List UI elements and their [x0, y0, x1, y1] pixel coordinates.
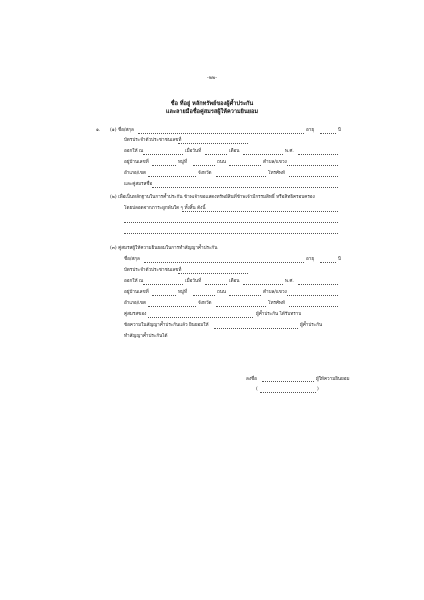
- spouse-district-field[interactable]: [148, 306, 196, 307]
- guarantor-phone-field[interactable]: [289, 176, 338, 177]
- collateral-statement-line-1: (๒) เพื่อเป็นหลักฐานในการค้ำประกัน ข้าพเจ้าขอแสดงทรัพย์สินที่ข้าพเจ้ามีกรรมสิทธิ์ หรือสิทธิครอบครอง: [110, 195, 315, 200]
- spouse-year-label: ปี: [338, 257, 341, 262]
- spouse-address-field[interactable]: [152, 295, 176, 296]
- spouse-subdistrict-field[interactable]: [287, 295, 338, 296]
- signature-paren-close: ): [317, 387, 319, 392]
- guarantor-age-label: อายุ: [306, 128, 315, 133]
- guarantor-subdistrict-label: ตำบล/แขวง: [263, 160, 287, 165]
- section-number: ๑.: [96, 128, 101, 133]
- spouse-era-field[interactable]: [298, 284, 338, 285]
- guarantor-moo-field[interactable]: [193, 165, 215, 166]
- guarantor-id-field[interactable]: [178, 143, 248, 144]
- spouse-date-label: เมื่อวันที่: [185, 279, 202, 284]
- signature-paren-open: (: [256, 387, 258, 392]
- consent-text-b: ผู้ค้ำประกัน: [300, 323, 323, 328]
- spouse-district-label: อำเภอ/เขต: [124, 301, 146, 306]
- guarantor-era-field[interactable]: [298, 154, 338, 155]
- guarantor-subdistrict-field[interactable]: [287, 165, 338, 166]
- spouse-province-field[interactable]: [216, 306, 266, 307]
- guarantor-year-label: ปี: [338, 128, 341, 133]
- spouse-id-label: บัตรประจำตัวประชาชนเลขที่: [124, 268, 182, 273]
- spouse-of-field[interactable]: [148, 317, 253, 318]
- spouse-name-field[interactable]: [144, 262, 304, 263]
- guarantor-date-field[interactable]: [205, 154, 227, 155]
- guarantor-phone-label: โทรศัพท์: [268, 171, 285, 176]
- guarantor-name-field[interactable]: [138, 133, 304, 134]
- guarantor-address-label: อยู่บ้านเลขที่: [124, 160, 149, 165]
- guarantor-moo-label: หมู่ที่: [178, 160, 188, 165]
- consent-text-a: ข้อความในสัญญาค้ำประกันแล้ว ยินยอมให้: [124, 323, 209, 328]
- spouse-name-label: ชื่อ/สกุล: [124, 257, 140, 262]
- spouse-moo-field[interactable]: [193, 295, 215, 296]
- spouse-of-suffix: ผู้ค้ำประกัน ได้รับทราบ: [256, 312, 302, 317]
- spouse-of-label: คู่สมรสของ: [124, 312, 147, 317]
- spouse-month-label: เดือน: [229, 279, 240, 284]
- spouse-road-label: ถนน: [217, 290, 227, 295]
- spouse-phone-label: โทรศัพท์: [268, 301, 285, 306]
- spouse-date-field[interactable]: [205, 284, 227, 285]
- collateral-field-1[interactable]: [182, 211, 338, 212]
- spouse-consent-heading: (๓) คู่สมรสผู้ให้ความยินยอมในการทำสัญญาค้ำประกัน: [110, 246, 218, 251]
- signature-field[interactable]: [262, 381, 314, 382]
- spouse-age-label: อายุ: [306, 257, 315, 262]
- spouse-moo-label: หมู่ที่: [178, 290, 188, 295]
- guarantor-issued-field[interactable]: [143, 154, 183, 155]
- consent-text-c: ทำสัญญาค้ำประกันได้: [124, 334, 168, 339]
- page-number: -๒๒-: [206, 75, 218, 81]
- guarantor-name-label: (๑) ชื่อ/สกุล: [110, 128, 134, 133]
- spouse-issued-label: ออกให้ ณ: [124, 279, 144, 284]
- guarantor-id-label: บัตรประจำตัวประชาชนเลขที่: [124, 138, 182, 143]
- guarantor-district-label: อำเภอ/เขต: [124, 171, 146, 176]
- guarantor-issued-label: ออกให้ ณ: [124, 149, 144, 154]
- spouse-era-label: พ.ศ.: [285, 279, 294, 284]
- spouse-road-field[interactable]: [229, 295, 261, 296]
- guarantor-era-label: พ.ศ.: [285, 149, 294, 154]
- spouse-address-label: อยู่บ้านเลขที่: [124, 290, 149, 295]
- spouse-id-field[interactable]: [178, 273, 248, 274]
- collateral-statement-line-2: โดยปลอดจากภาระผูกพันใด ๆ ทั้งสิ้น ดังนี้: [124, 206, 206, 211]
- guarantor-month-label: เดือน: [229, 149, 240, 154]
- spouse-subdistrict-label: ตำบล/แขวง: [263, 290, 287, 295]
- signature-role: ผู้ให้ความยินยอม: [316, 377, 350, 382]
- guarantor-province-label: จังหวัด: [198, 171, 212, 176]
- spouse-phone-field[interactable]: [289, 306, 338, 307]
- spouse-age-field[interactable]: [320, 262, 336, 263]
- signature-printed-name-field[interactable]: [260, 392, 316, 393]
- title-line-1: ชื่อ ที่อยู่ หลักทรัพย์ของผู้ค้ำประกัน: [170, 101, 254, 107]
- guarantor-age-field[interactable]: [320, 133, 336, 134]
- collateral-field-2[interactable]: [124, 222, 338, 223]
- guarantor-month-field[interactable]: [243, 154, 283, 155]
- guarantor-road-field[interactable]: [229, 165, 261, 166]
- guarantor-spouse-field[interactable]: [152, 187, 338, 188]
- title-line-2: และลายมือชื่อคู่สมรสผู้ให้ความยินยอม: [165, 109, 259, 115]
- spouse-issued-field[interactable]: [143, 284, 183, 285]
- spouse-province-label: จังหวัด: [198, 301, 212, 306]
- guarantor-district-field[interactable]: [148, 176, 196, 177]
- guarantor-road-label: ถนน: [217, 160, 227, 165]
- spouse-month-field[interactable]: [243, 284, 283, 285]
- guarantor-address-field[interactable]: [152, 165, 176, 166]
- guarantor-spouse-label: และคู่สมรสชื่อ: [124, 182, 153, 187]
- signature-label: ลงชื่อ: [246, 377, 257, 382]
- guarantor-date-label: เมื่อวันที่: [185, 149, 202, 154]
- collateral-field-3[interactable]: [124, 233, 338, 234]
- consent-guarantor-field[interactable]: [214, 328, 298, 329]
- guarantor-province-field[interactable]: [216, 176, 266, 177]
